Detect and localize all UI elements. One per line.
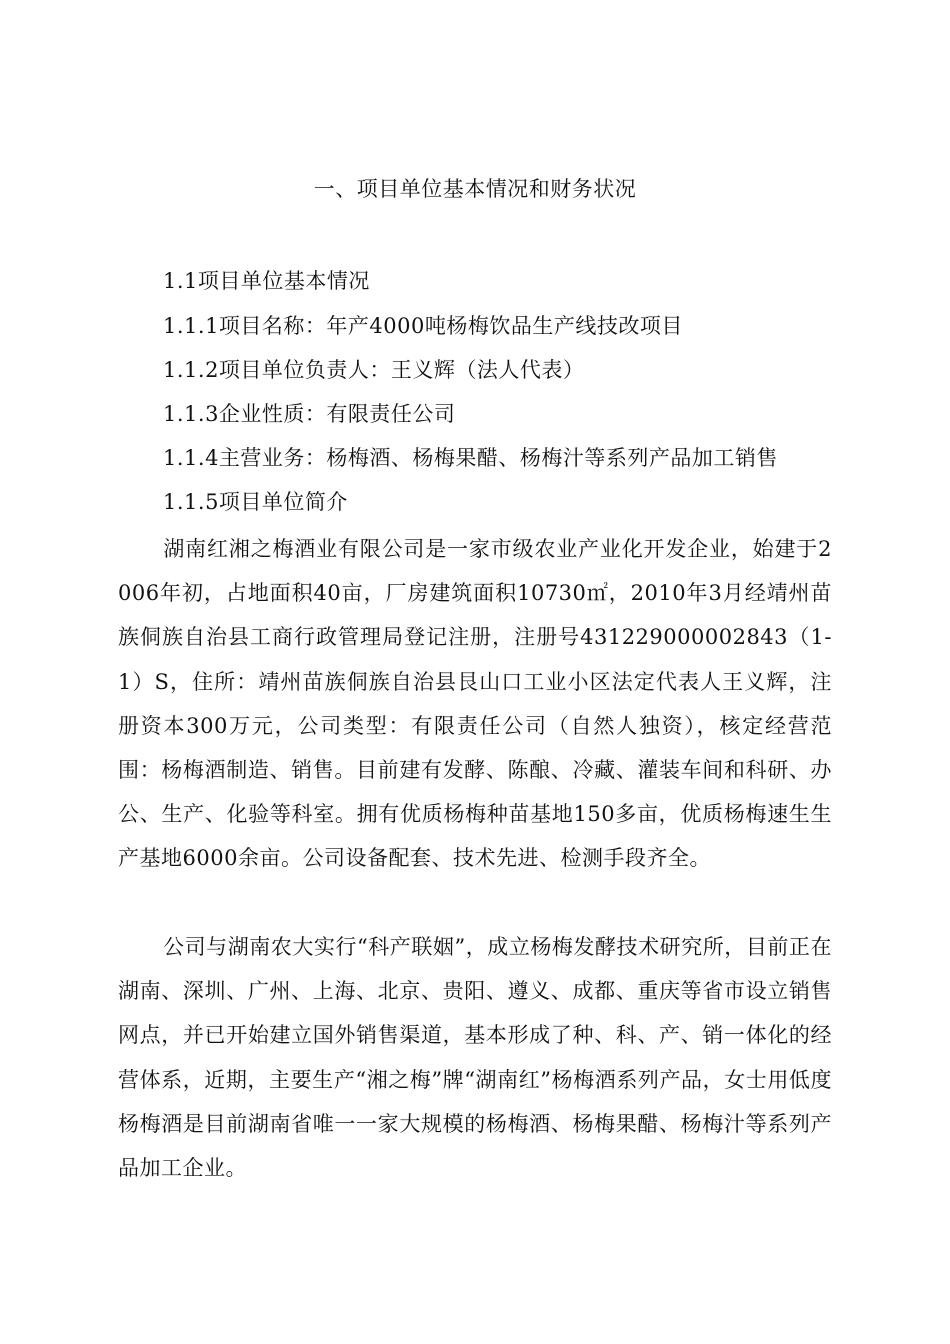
item-1-1-3-enterprise-nature: 1.1.3企业性质：有限责任公司 <box>163 402 456 426</box>
heading-1-1: 1.1项目单位基本情况 <box>163 269 370 293</box>
section-title: 一、项目单位基本情况和财务状况 <box>313 177 637 201</box>
paragraph-company-intro <box>118 527 832 881</box>
item-1-1-2-responsible-person: 1.1.2项目单位负责人：王义辉（法人代表） <box>163 358 585 382</box>
paragraph-cooperation-text: 公司与湖南农大实行“科产联姻”，成立杨梅发酵技术研究所，目前正在湖南、深圳、广州、上海、北京、贵阳、遵义、成都、重庆等省市设立销售网点，并已开始建立国外销售渠道，基本形成了种、科、产、销一体化的经营体系，近期，主要生产“湘之梅”牌“湖南红”杨梅酒系列产品，女士用低度杨梅酒是目前湖南省唯一一家大规模的杨梅酒、杨梅果醋、杨梅汁等系列产品加工企业。 <box>118 935 832 1181</box>
item-1-1-4-main-business: 1.1.4主营业务：杨梅酒、杨梅果醋、杨梅汁等系列产品加工销售 <box>163 446 778 470</box>
item-1-1-1-project-name: 1.1.1项目名称：年产4000吨杨梅饮品生产线技改项目 <box>163 314 683 338</box>
paragraph-cooperation <box>118 925 832 1190</box>
item-1-1-5-company-intro: 1.1.5项目单位简介 <box>163 490 348 514</box>
paragraph-company-intro-text: 湖南红湘之梅酒业有限公司是一家市级农业产业化开发企业，始建于2006年初，占地面积40亩，厂房建筑面积10730㎡，2010年3月经靖州苗族侗族自治县工商行政管理局登记注册，注册号431229000002843（1-1）S，住所：靖州苗族侗族自治县艮山口工业小区法定代表人王义辉，注册资本300万元，公司类型：有限责任公司（自然人独资），核定经营范围：杨梅酒制造、销售。目前建有发酵、陈酿、冷藏、灌装车间和科研、办公、生产、化验等科室。拥有优质杨梅种苗基地150多亩，优质杨梅速生生产基地6000余亩。公司设备配套、技术先进、检测手段齐全。 <box>118 537 832 871</box>
